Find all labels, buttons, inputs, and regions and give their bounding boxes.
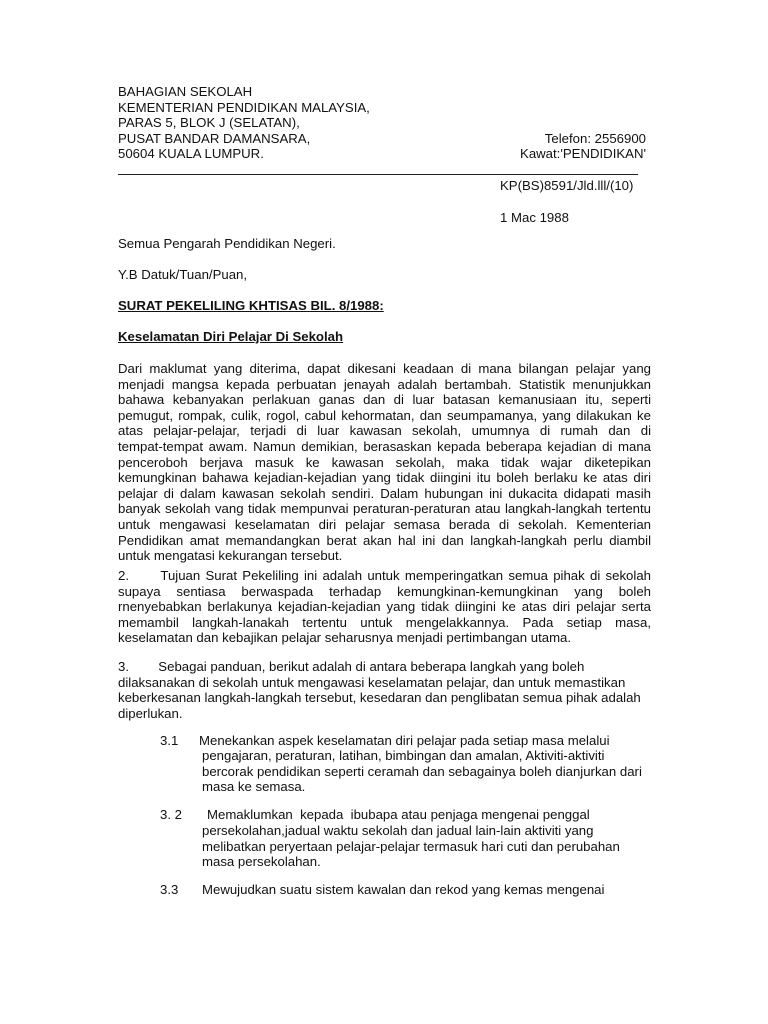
paragraph-1-line: tempat-tempat awam. Namun demikian, berasaskan kepada beberapa kejadian di mana	[118, 438, 651, 454]
paragraph-2-line: supaya sentiasa berwaspada terhadap kemungkinan-kemungkinan yang boleh	[118, 583, 651, 599]
circular-title: SURAT PEKELILING KHTISAS BIL. 8/1988:	[118, 298, 384, 313]
item-3-1-first-line: Menekankan aspek keselamatan diri pelajar pada setiap masa melalui	[199, 733, 610, 748]
item-line: persekolahan,jadual waktu sekolah dan jadual lain-lain aktiviti yang	[202, 823, 594, 838]
item-3-2-body	[202, 823, 620, 870]
item-line: melibatkan peryertaan pelajar-pelajar termasuk hari cuti dan perubahan	[202, 838, 620, 854]
paragraph-2-line: 2. Tujuan Surat Pekeliling ini adalah untuk memperingatkan semua pihak di sekolah	[118, 568, 651, 583]
paragraph-1-line: pelajar di dalam kawasan sekolah sendiri. Dalam hubungan ini dukacita didapati masih	[118, 485, 651, 501]
item-3-3-first-line: Mewujudkan suatu sistem kawalan dan rekod yang kemas mengenai	[202, 882, 605, 897]
paragraph-2-line: rnenyebabkan berlakunya kejadian-kejadian yang tidak diingini ke atas diri pelajar serta	[118, 599, 651, 615]
paragraph-1-line: kemungkinan bahawa kejadian-kejadian yang tidak diingini itu boleh berlaku ke atas diri	[118, 470, 651, 486]
item-number: 3. 2	[160, 807, 182, 822]
paragraph-2-line: keselamatan dan kebajikan pelajar seharusnya menjadi pertimbangan utama.	[118, 630, 572, 646]
kawat-info: Kawat:'PENDIDIKAN'	[520, 146, 646, 161]
paragraph-3-line: diperlukan.	[118, 705, 183, 721]
header-divider	[118, 174, 638, 175]
salutation: Y.B Datuk/Tuan/Puan,	[118, 267, 248, 282]
letter-date: 1 Mac 1988	[500, 210, 569, 225]
telefon-info: Telefon: 2556900	[544, 131, 646, 146]
item-3-1-body	[202, 748, 642, 795]
address-line-4: PUSAT BANDAR DAMANSARA,	[118, 131, 311, 146]
paragraph-3-line: keberkesanan langkah-langkah tersebut, kesedaran dan penglibatan semua pihak adalah	[118, 690, 641, 706]
subject-heading: Keselamatan Diri Pelajar Di Sekolah	[118, 329, 344, 344]
item-number: 3.1	[160, 733, 179, 748]
item-line: bercorak pendidikan seperti ceramah dan sebagainya boleh dianjurkan dari	[202, 763, 642, 779]
item-line: pengajaran, peraturan, latihan, bimbingan dan amalan, Aktiviti-aktiviti	[202, 748, 605, 763]
paragraph-1-line: Pendidikan amat memandangkan berat akan hal ini dan langkah-langkah perlu diambil	[118, 532, 651, 548]
paragraph-1	[118, 361, 651, 564]
item-number: 3.3	[160, 882, 179, 897]
paragraph-2	[118, 568, 651, 646]
item-3-2-first-line: Memaklumkan kepada ibubapa atau penjaga mengenai penggal	[207, 807, 590, 822]
item-line: masa ke semasa.	[202, 779, 306, 795]
address-line-3: PARAS 5, BLOK J (SELATAN),	[118, 115, 300, 130]
item-line: masa persekolahan.	[202, 854, 321, 870]
paragraph-3	[118, 659, 651, 721]
paragraph-1-line: Dari maklumat yang diterima, dapat dikesani keadaan di mana bilangan pelajar yang	[118, 361, 651, 376]
paragraph-1-line: untuk mengatasi kekurangan tersebut.	[118, 548, 343, 564]
reference-number: KP(BS)8591/Jld.lll/(10)	[500, 178, 634, 193]
paragraph-1-line: menjadi mangsa kepada perbuatan jenayah adalah bertambah. Statistik menunjukkan	[118, 376, 651, 392]
paragraph-3-line: dilaksanakan di sekolah untuk mengawasi keselamatan pelajar, dan untuk memastikan	[118, 674, 626, 690]
paragraph-1-line: untuk mengawasi keselamatan diri pelajar semasa berada di sekolah. Kementerian	[118, 516, 651, 532]
recipient-line: Semua Pengarah Pendidikan Negeri.	[118, 236, 336, 251]
paragraph-3-line: 3. Sebagai panduan, berikut adalah di antara beberapa langkah yang boleh	[118, 659, 585, 674]
address-line-5: 50604 KUALA LUMPUR.	[118, 146, 264, 161]
paragraph-1-line: bahawa kebanyakan perlakuan ganas dan di luar batasan kemanusiaan itu, seperti	[118, 392, 651, 408]
paragraph-1-line: banyak sekolah vang tidak mempunvai peraturan-peraturan atau langkah-langkah tertentu	[118, 501, 651, 517]
address-line-2: KEMENTERIAN PENDIDIKAN MALAYSIA,	[118, 100, 370, 115]
paragraph-1-line: pemugut, rompak, culik, rogol, cabul kehormatan, dan seumpamanya, yang dilakukan ke	[118, 407, 651, 423]
paragraph-1-line: atas pelajar-pelajar, terjadi di luar kawasan sekolah, umumnya di rumah dan di	[118, 423, 651, 439]
address-line-1: BAHAGIAN SEKOLAH	[118, 84, 253, 99]
paragraph-1-line: penceroboh berjava masuk ke kawasan sekolah, maka tidak wajar diketepikan	[118, 454, 651, 470]
paragraph-2-line: memambil langkah-lanakah tertentu untuk mengelakkannya. Pada setiap masa,	[118, 614, 651, 630]
